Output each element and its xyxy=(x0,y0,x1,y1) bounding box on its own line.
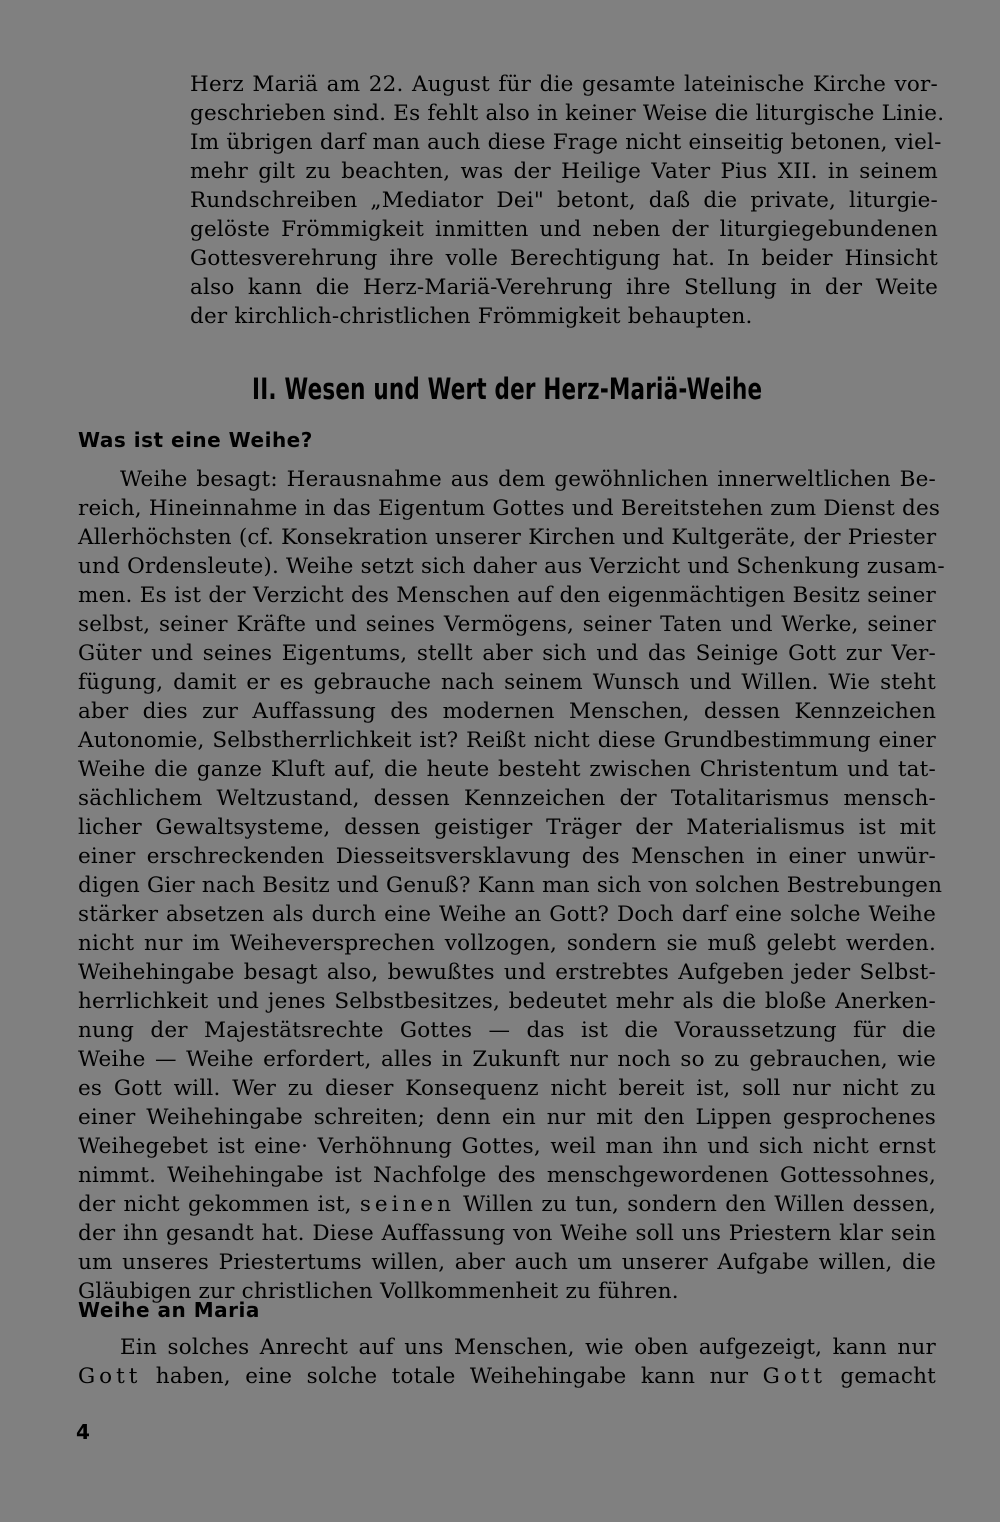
text-line: nimmt. Weihehingabe ist Nachfolge des menschgewordenen Gottessohnes, xyxy=(78,1163,936,1188)
text-line: Im übrigen darf man auch diese Frage nicht einseitig betonen, viel- xyxy=(190,130,942,155)
text-line: Güter und seines Eigentums, stellt aber sich und das Seinige Gott zur Ver- xyxy=(78,641,936,666)
text-line: nicht nur im Weiheversprechen vollzogen, sondern sie muß gelebt werden. xyxy=(78,931,936,956)
text-line: und Ordensleute). Weihe setzt sich daher aus Verzicht und Schenkung zusam- xyxy=(78,554,945,579)
text-line: einer Weihehingabe schreiten; denn ein nur mit den Lippen gesprochenes xyxy=(78,1105,936,1130)
text-line: Weihe besagt: Herausnahme aus dem gewöhnlichen innerweltlichen Be- xyxy=(120,467,936,492)
text-line: reich, Hineinnahme in das Eigentum Gottes und Bereitstehen zum Dienst des xyxy=(78,496,941,521)
section-heading: II. Wesen und Wert der Herz-Mariä-Weihe xyxy=(252,372,763,406)
text-line: men. Es ist der Verzicht des Menschen auf den eigenmächtigen Besitz seiner xyxy=(78,583,936,608)
text-line xyxy=(78,1362,936,1391)
text-line: Gläubigen zur christlichen Vollkommenheit zu führen. xyxy=(78,1279,679,1304)
spaced-emphasis: seinen xyxy=(359,1192,455,1217)
text-line: der kirchlich-christlichen Frömmigkeit behaupten. xyxy=(190,304,753,329)
text-line: Herz Mariä am 22. August für die gesamte lateinische Kirche vor- xyxy=(190,72,938,97)
text-line: Weihe — Weihe erfordert, alles in Zukunft nur noch so zu gebrauchen, wie xyxy=(78,1047,936,1072)
text-line: gelöste Frömmigkeit inmitten und neben der liturgiegebundenen xyxy=(190,217,938,242)
text-line: licher Gewaltsysteme, dessen geistiger Träger der Materialismus ist mit xyxy=(78,815,936,840)
text-fragment: haben, eine solche totale Weihehingabe kann nur xyxy=(141,1364,763,1389)
spaced-emphasis: Gott xyxy=(762,1364,826,1389)
subheading-weihe-an-maria: Weihe an Maria xyxy=(78,1298,260,1322)
page-number: 4 xyxy=(76,1420,90,1444)
text-line: Weihehingabe besagt also, bewußtes und erstrebtes Aufgeben jeder Selbst- xyxy=(78,960,936,985)
text-line: fügung, damit er es gebrauche nach seinem Wunsch und Willen. Wie steht xyxy=(78,670,936,695)
text-fragment: der nicht gekommen ist, xyxy=(78,1192,360,1217)
text-line: der ihn gesandt hat. Diese Auffassung von Weihe soll uns Priestern klar sein xyxy=(78,1221,936,1246)
text-line: mehr gilt zu beachten, was der Heilige Vater Pius XII. in seinem xyxy=(190,159,938,184)
text-line: einer erschreckenden Diesseitsversklavung des Menschen in einer unwür- xyxy=(78,844,936,869)
text-line: herrlichkeit und jenes Selbstbesitzes, bedeutet mehr als die bloße Anerken- xyxy=(78,989,936,1014)
text-line: also kann die Herz-Mariä-Verehrung ihre Stellung in der Weite xyxy=(190,275,938,300)
text-line: selbst, seiner Kräfte und seines Vermögens, seiner Taten und Werke, seiner xyxy=(78,612,936,637)
text-fragment: gemacht xyxy=(825,1364,937,1389)
spaced-emphasis: Gott xyxy=(78,1364,142,1389)
text-line: Autonomie, Selbstherrlichkeit ist? Reißt nicht diese Grundbestimmung einer xyxy=(78,728,936,753)
text-line: sächlichem Weltzustand, dessen Kennzeichen der Totalitarismus mensch- xyxy=(78,786,936,811)
text-line xyxy=(78,1190,936,1219)
text-line: Weihe die ganze Kluft auf, die heute besteht zwischen Christentum und tat- xyxy=(78,757,936,782)
text-line: es Gott will. Wer zu dieser Konsequenz nicht bereit ist, soll nur nicht zu xyxy=(78,1076,936,1101)
text-line: nung der Majestätsrechte Gottes — das ist die Voraussetzung für die xyxy=(78,1018,936,1043)
text-line: Ein solches Anrecht auf uns Menschen, wie oben aufgezeigt, kann nur xyxy=(120,1335,936,1360)
text-line: Gottesverehrung ihre volle Berechtigung hat. In beider Hinsicht xyxy=(190,246,938,271)
text-line: stärker absetzen als durch eine Weihe an Gott? Doch darf eine solche Weihe xyxy=(78,902,936,927)
text-line: geschrieben sind. Es fehlt also in keiner Weise die liturgische Linie. xyxy=(190,101,945,126)
text-line: Allerhöchsten (cf. Konsekration unserer Kirchen und Kultgeräte, der Priester xyxy=(78,525,937,550)
text-line: Weihegebet ist eine· Verhöhnung Gottes, weil man ihn und sich nicht ernst xyxy=(78,1134,936,1159)
text-fragment: Willen zu tun, sondern den Willen dessen, xyxy=(454,1192,937,1217)
text-line: aber dies zur Auffassung des modernen Menschen, dessen Kennzeichen xyxy=(78,699,936,724)
text-line: um unseres Priestertums willen, aber auch um unserer Aufgabe willen, die xyxy=(78,1250,936,1275)
subheading-was-ist-eine-weihe: Was ist eine Weihe? xyxy=(78,428,313,452)
text-line: digen Gier nach Besitz und Genuß? Kann man sich von solchen Bestrebungen xyxy=(78,873,943,898)
text-line: Rundschreiben „Mediator Dei" betont, daß die private, liturgie- xyxy=(190,188,938,213)
